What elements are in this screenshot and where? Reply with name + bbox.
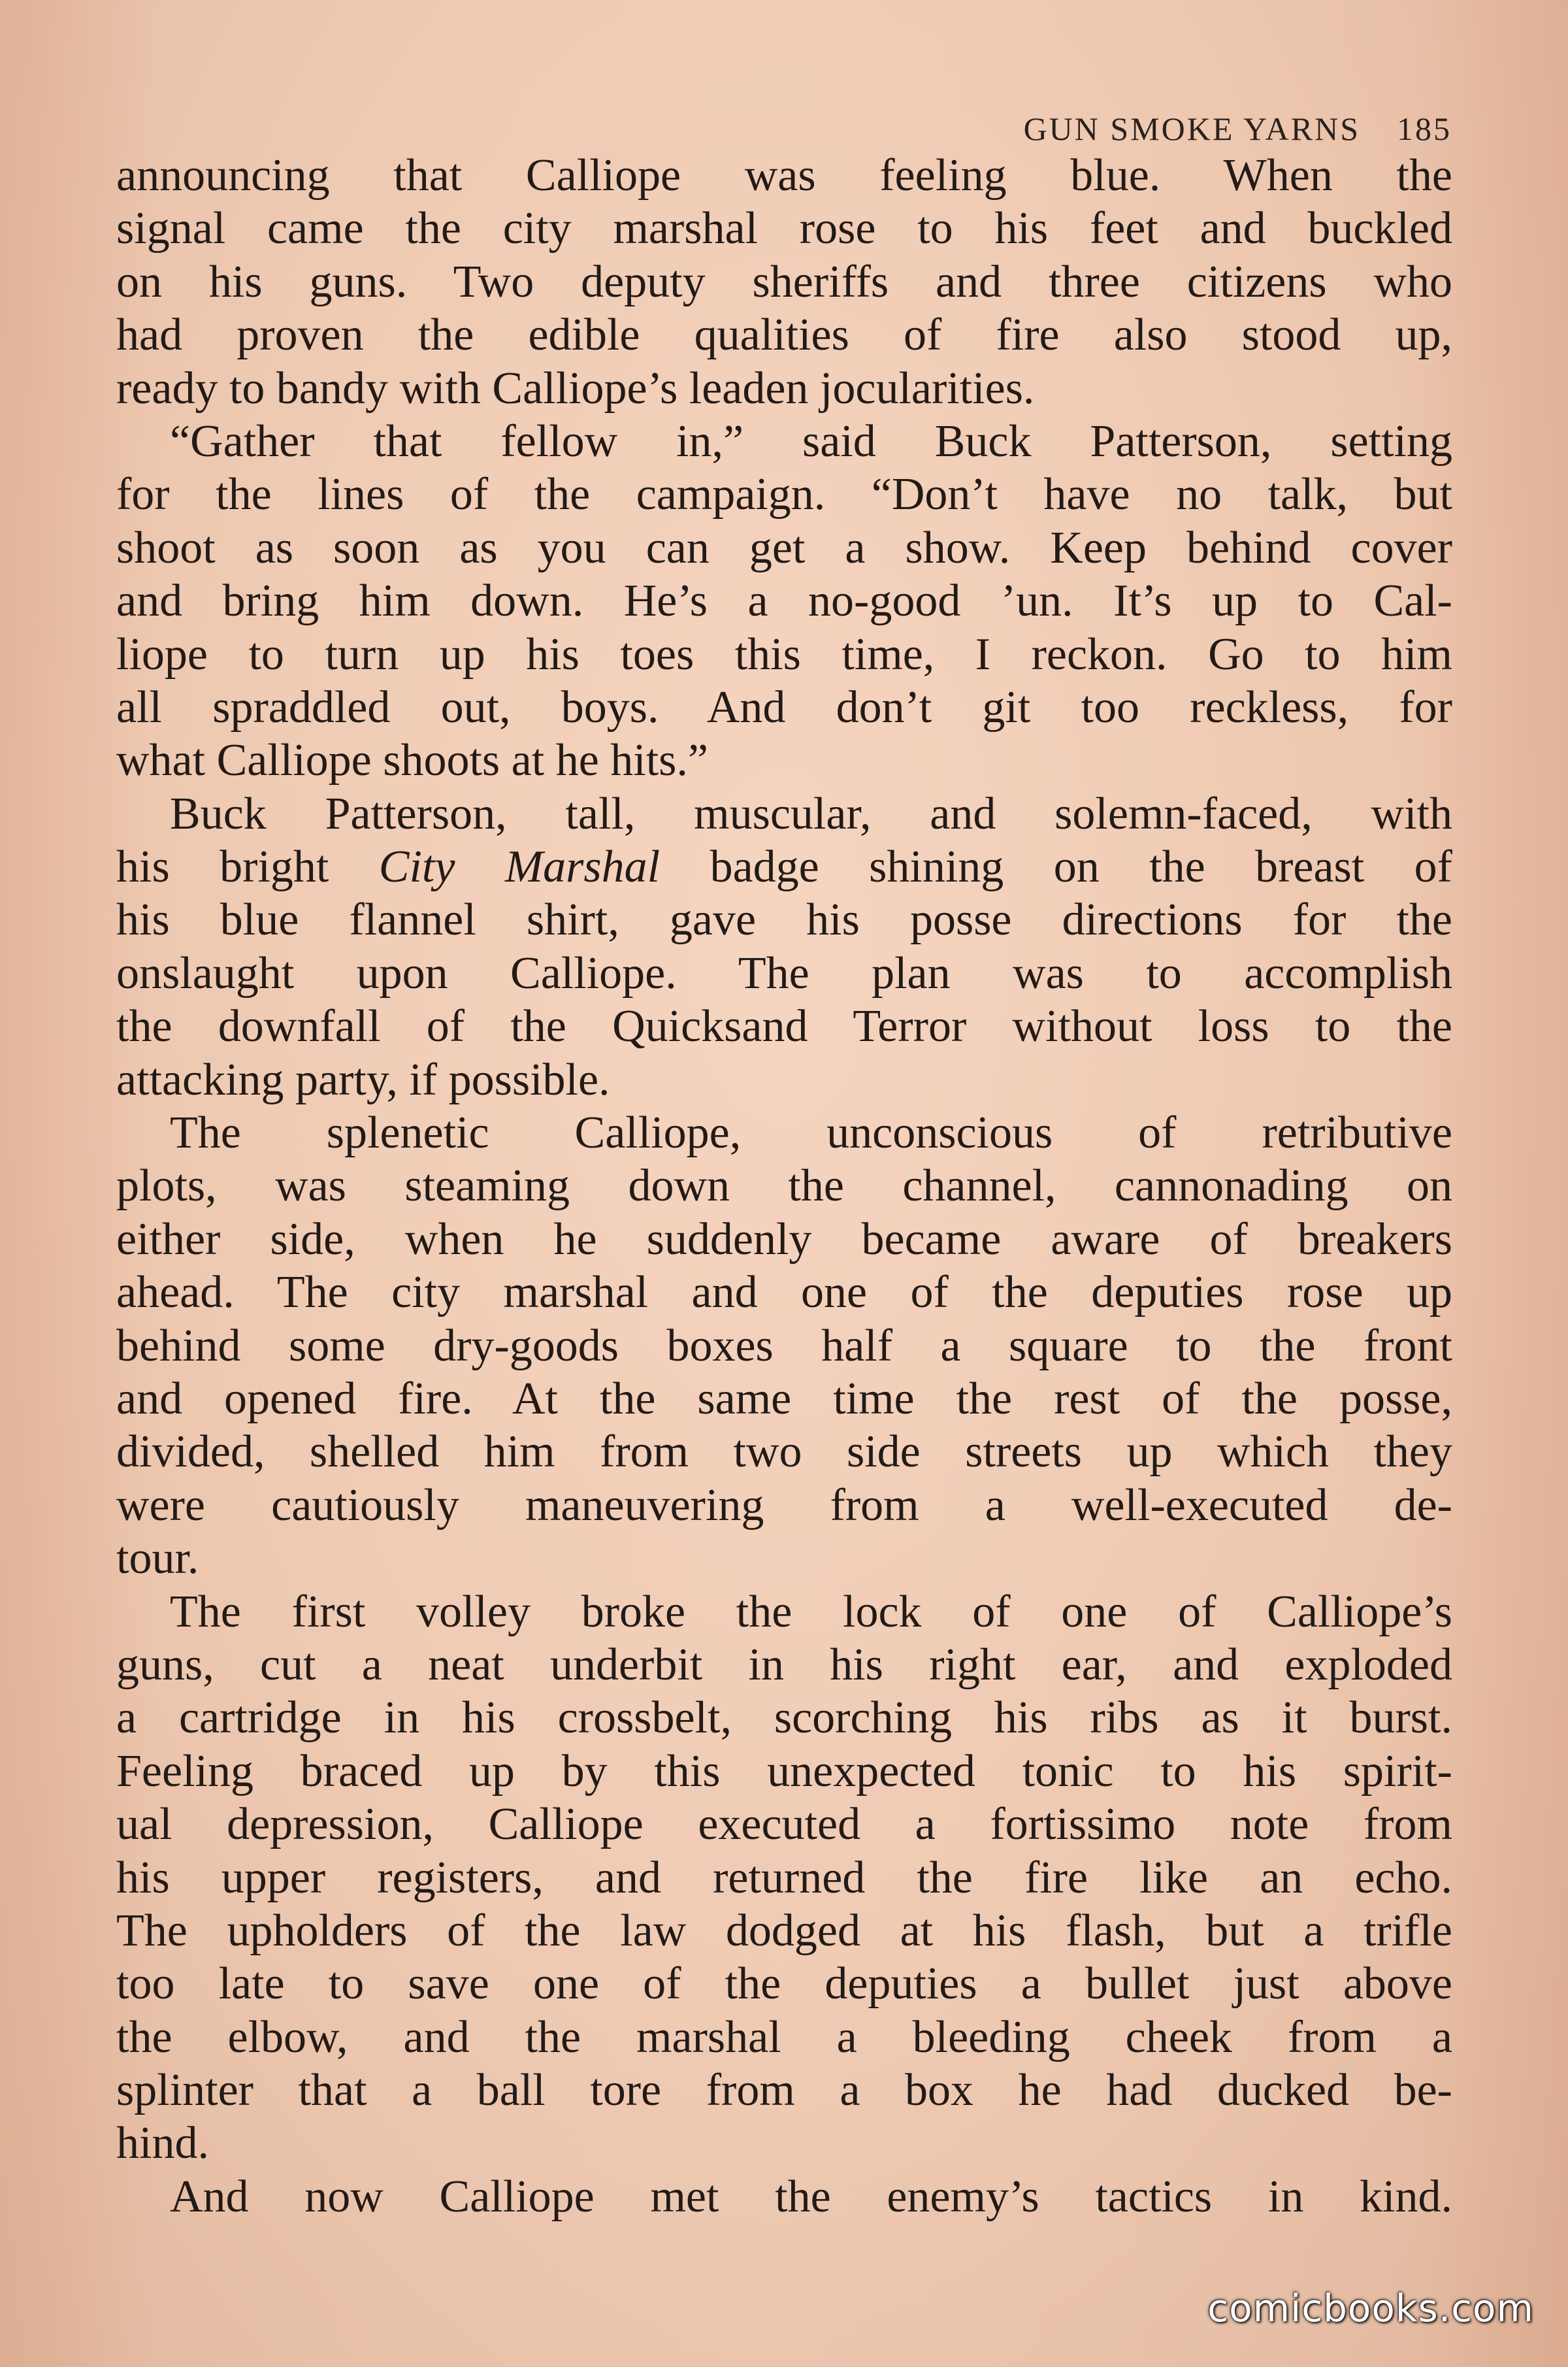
text-line: behind some dry-goods boxes half a square to the front [116, 1320, 1452, 1371]
text-line: Buck Patterson, tall, muscular, and solemn-faced, with [170, 788, 1452, 839]
text-line: shoot as soon as you can get a show. Keep behind cover [116, 522, 1452, 573]
text-line: tour. [116, 1533, 199, 1584]
text-line: attacking party, if possible. [116, 1054, 610, 1105]
text-line: and bring him down. He’s a no-good ’un. It’s up to Cal- [116, 576, 1452, 627]
text-line: all spraddled out, boys. And don’t git too reckless, for [116, 682, 1452, 733]
text-line: ready to bandy with Calliope’s leaden jocularities. [116, 363, 1035, 414]
text-line: “Gather that fellow in,” said Buck Patterson, setting [170, 416, 1452, 467]
text-line: either side, when he suddenly became aware of breakers [116, 1214, 1452, 1265]
running-title: GUN SMOKE YARNS [1023, 110, 1360, 147]
text-segment: his bright [116, 842, 379, 893]
text-line: Feeling braced up by this unexpected tonic to his spirit- [116, 1746, 1452, 1796]
text-line: The upholders of the law dodged at his flash, but a trifle [116, 1905, 1452, 1956]
text-line: were cautiously maneuvering from a well-executed de- [116, 1480, 1452, 1531]
text-line: announcing that Calliope was feeling blue. When the [116, 150, 1452, 201]
text-line: his blue flannel shirt, gave his posse directions for the [116, 895, 1452, 946]
text-line: ahead. The city marshal and one of the deputies rose up [116, 1267, 1452, 1318]
text-line: The splenetic Calliope, unconscious of retributive [170, 1108, 1452, 1159]
text-line: for the lines of the campaign. “Don’t have no talk, but [116, 469, 1452, 520]
text-line: a cartridge in his crossbelt, scorching his ribs as it burst. [116, 1693, 1452, 1744]
text-line: and opened fire. At the same time the rest of the posse, [116, 1373, 1452, 1424]
running-head [1024, 110, 1452, 148]
page-number: 185 [1397, 110, 1452, 147]
text-line: The first volley broke the lock of one of Calliope’s [170, 1586, 1452, 1637]
text-line: the elbow, and the marshal a bleeding cheek from a [116, 2011, 1452, 2062]
watermark: comicbooks.com [1207, 2286, 1534, 2330]
text-line: signal came the city marshal rose to his feet and buckled [116, 203, 1452, 254]
text-line: too late to save one of the deputies a bullet just above [116, 1959, 1452, 2010]
italic-text: City Marshal [378, 842, 661, 893]
text-line: onslaught upon Calliope. The plan was to accomplish [116, 948, 1452, 999]
text-segment: badge shining on the breast of [660, 842, 1452, 893]
text-line: And now Calliope met the enemy’s tactics in kind. [170, 2171, 1452, 2222]
text-line: ual depression, Calliope executed a fortissimo note from [116, 1799, 1452, 1850]
text-line: on his guns. Two deputy sheriffs and three citizens who [116, 256, 1452, 307]
text-line: what Calliope shoots at he hits.” [116, 735, 708, 786]
text-line: hind. [116, 2118, 209, 2169]
text-line: his upper registers, and returned the fire like an echo. [116, 1852, 1452, 1903]
text-line [116, 840, 1452, 893]
text-line: guns, cut a neat underbit in his right ear, and exploded [116, 1639, 1452, 1690]
text-line: the downfall of the Quicksand Terror without loss to the [116, 1001, 1452, 1052]
text-line: divided, shelled him from two side streets up which they [116, 1427, 1452, 1478]
text-line: plots, was steaming down the channel, cannonading on [116, 1161, 1452, 1212]
text-line: had proven the edible qualities of fire also stood up, [116, 310, 1452, 361]
body-text [116, 149, 1452, 2223]
text-line: splinter that a ball tore from a box he had ducked be- [116, 2065, 1452, 2116]
text-line: liope to turn up his toes this time, I reckon. Go to him [116, 629, 1452, 680]
